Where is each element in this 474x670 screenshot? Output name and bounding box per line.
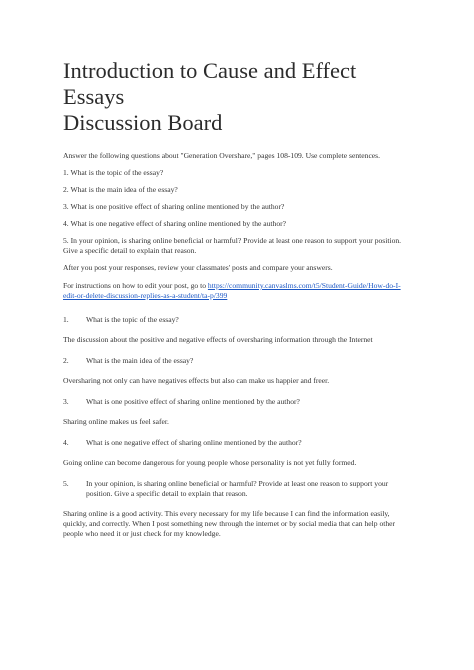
answer-question-text: What is the main idea of the essay? [86,356,194,365]
answer-question-5 [63,479,414,499]
answer-question-text: What is one positive effect of sharing online mentioned by the author? [86,397,300,406]
answers-section [63,315,414,539]
page-title [63,58,414,136]
answer-2: Oversharing not only can have negatives effects but also can make us happier and freer. [63,376,330,385]
answer-1: The discussion about the positive and negative effects of oversharing information through the Internet [63,335,373,344]
answer-question-text: What is the topic of the essay? [86,315,179,324]
answer-number: 5. [63,479,69,488]
question-4: 4. What is one negative effect of sharing online mentioned by the author? [63,219,287,228]
intro-paragraph: Answer the following questions about "Generation Overshare," pages 108-109. Use complete sentences. [63,151,381,160]
answer-question-3 [63,397,414,407]
title-line-1: Introduction to Cause and Effect Essays [63,58,357,109]
answer-question-text: What is one negative effect of sharing online mentioned by the author? [86,438,302,447]
answer-number: 4. [63,438,69,447]
answer-question-1 [63,315,414,325]
answer-4: Going online can become dangerous for young people whose personality is not yet fully formed. [63,458,357,467]
answer-5: Sharing online is a good activity. This every necessary for my life because I can find the information easily, quickly, and correctly. When I post something new through the internet or by social media that can help other people who need it or just check for my knowledge. [63,509,396,538]
instructions-paragraph [63,281,414,301]
answer-number: 1. [63,315,69,324]
instructions-prefix: For instructions on how to edit your post, go to [63,281,208,290]
answer-3: Sharing online makes us feel safer. [63,417,169,426]
answer-question-2 [63,356,414,366]
question-2: 2. What is the main idea of the essay? [63,185,178,194]
title-line-2: Discussion Board [63,110,223,135]
answer-number: 3. [63,397,69,406]
answer-question-text: In your opinion, is sharing online beneficial or harmful? Provide at least one reason to support your position. Give a specific detail to explain that reason. [86,479,389,498]
question-3: 3. What is one positive effect of sharing online mentioned by the author? [63,202,285,211]
question-5: 5. In your opinion, is sharing online beneficial or harmful? Provide at least one reason to support your position. Give a specific detail to explain that reason. [63,236,402,255]
after-post-note: After you post your responses, review your classmates' posts and compare your answers. [63,263,333,272]
answer-question-4 [63,438,414,448]
question-1: 1. What is the topic of the essay? [63,168,164,177]
instructions-link[interactable]: https://community.canvaslms.com/t5/Student-Guide/How-do-I-edit-or-delete-discussion-replies-as-a-student/ta-p/399 [63,281,401,300]
answer-number: 2. [63,356,69,365]
